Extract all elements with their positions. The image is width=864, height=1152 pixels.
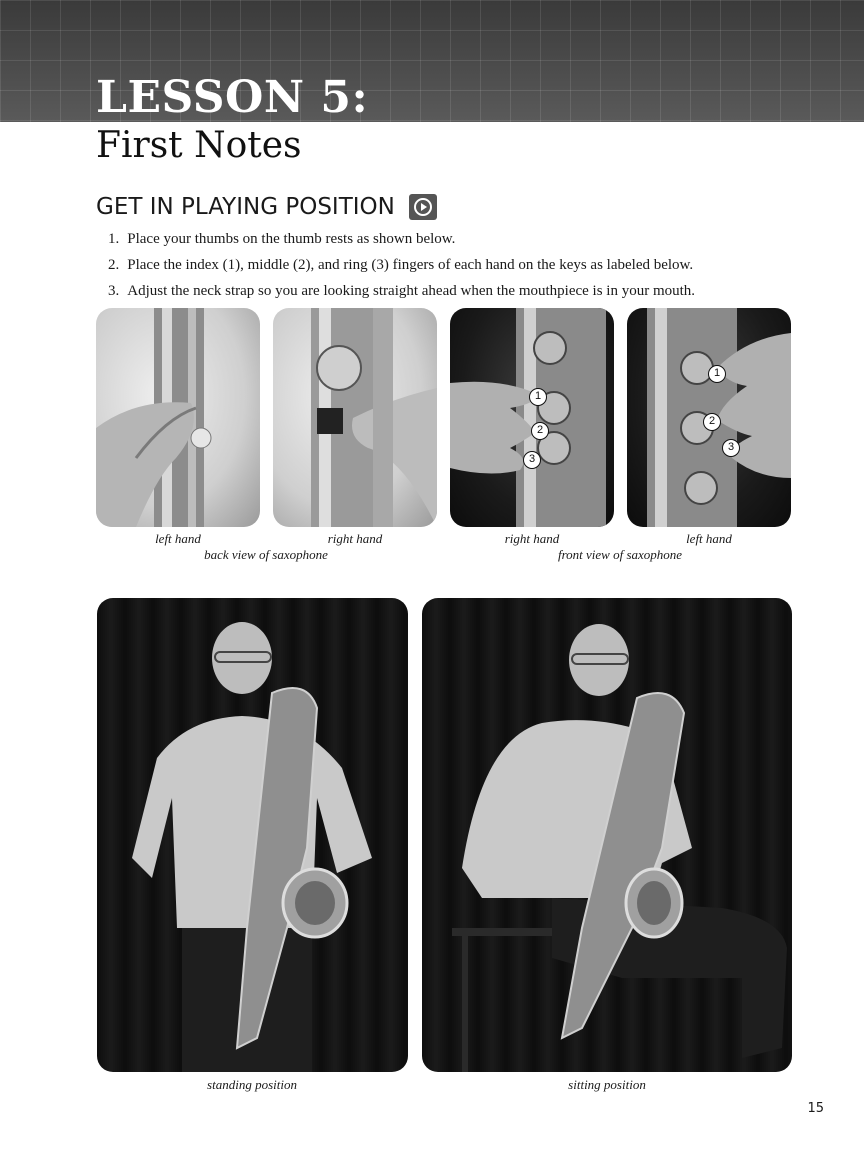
photo-right-hand-back [273,308,437,527]
caption-back-view: back view of saxophone [204,547,328,562]
finger-number-badge: 3 [523,451,541,469]
caption-sitting: sitting position [568,1077,646,1092]
instruction-list [108,226,695,304]
photo-left-hand-front [627,308,791,527]
list-item: 1. Place your thumbs on the thumb rests as shown below. [108,231,456,247]
caption-standing: standing position [207,1077,297,1092]
section-heading-text: GET IN PLAYING POSITION [96,194,395,220]
finger-number-badge: 1 [708,365,726,383]
finger-number-badge: 3 [722,439,740,457]
finger-number-badge: 2 [703,413,721,431]
caption-right-hand: right hand [327,531,383,546]
list-item: 3. Adjust the neck strap so you are looking straight ahead when the mouthpiece is in your mouth. [108,283,696,299]
photo-left-hand-back [96,308,260,527]
page-number: 15 [807,1101,824,1116]
play-circle-icon[interactable] [409,194,437,220]
photo-standing-position [97,598,408,1072]
finger-number-badge: 2 [531,422,549,440]
section-heading [96,190,437,224]
photo-right-hand-front [450,308,614,527]
lesson-title: First Notes [96,125,302,166]
finger-number-badge: 1 [529,388,547,406]
caption-front-view: front view of saxophone [557,547,683,562]
list-item: 2. Place the index (1), middle (2), and ring (3) fingers of each hand on the keys as labeled below. [108,257,694,273]
caption-right-hand: right hand [504,531,560,546]
photo-sitting-position [422,598,792,1072]
caption-left-hand: left hand [155,531,201,546]
caption-left-hand: left hand [686,531,732,546]
lesson-label: LESSON 5: [96,72,369,123]
